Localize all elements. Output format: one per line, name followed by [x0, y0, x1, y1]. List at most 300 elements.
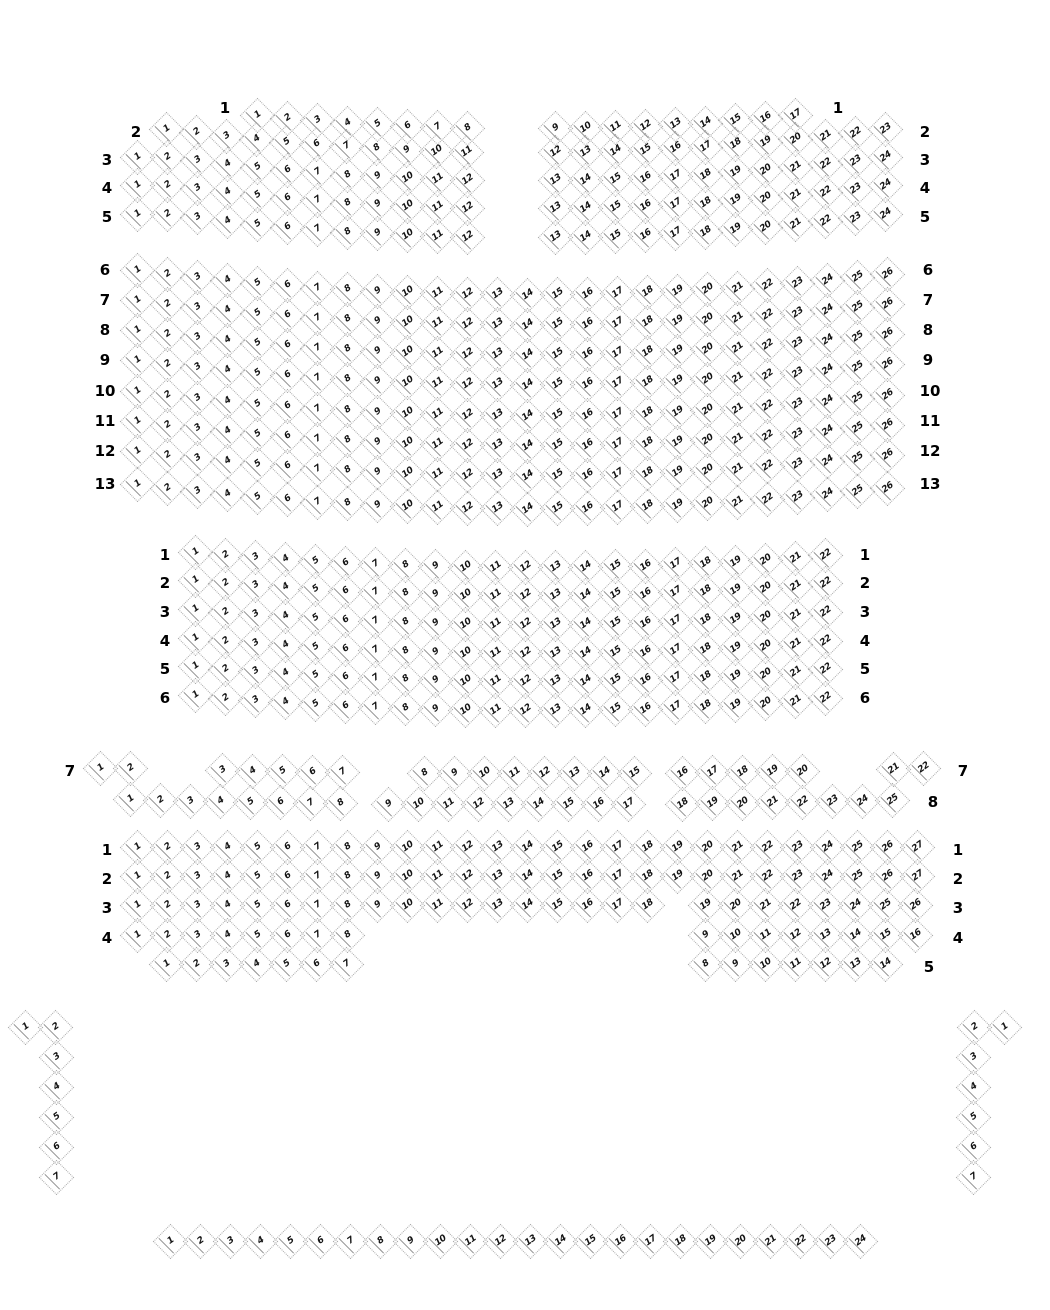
seat[interactable]: [873, 202, 898, 227]
seat[interactable]: [395, 280, 420, 305]
seat[interactable]: [215, 864, 240, 889]
seat[interactable]: [125, 348, 150, 373]
seat[interactable]: [695, 428, 720, 453]
seat[interactable]: [668, 1229, 693, 1254]
seat[interactable]: [243, 688, 268, 713]
seat[interactable]: [961, 1165, 986, 1190]
seat[interactable]: [240, 759, 265, 784]
seat[interactable]: [215, 893, 240, 918]
seat[interactable]: [545, 463, 570, 488]
seat[interactable]: [622, 761, 647, 786]
seat[interactable]: [453, 641, 478, 666]
seat[interactable]: [603, 195, 628, 220]
seat[interactable]: [723, 693, 748, 718]
seat[interactable]: [728, 1229, 753, 1254]
seat[interactable]: [873, 173, 898, 198]
seat[interactable]: [875, 413, 900, 438]
seat[interactable]: [753, 952, 778, 977]
seat[interactable]: [333, 551, 358, 576]
seat[interactable]: [178, 789, 203, 814]
seat[interactable]: [483, 612, 508, 637]
seat[interactable]: [545, 835, 570, 860]
seat[interactable]: [335, 277, 360, 302]
seat[interactable]: [275, 454, 300, 479]
seat[interactable]: [605, 835, 630, 860]
seat[interactable]: [338, 1229, 363, 1254]
seat[interactable]: [155, 864, 180, 889]
seat[interactable]: [755, 303, 780, 328]
seat[interactable]: [305, 188, 330, 213]
seat[interactable]: [725, 366, 750, 391]
seat[interactable]: [365, 192, 390, 217]
seat[interactable]: [425, 864, 450, 889]
seat[interactable]: [305, 336, 330, 361]
seat[interactable]: [305, 397, 330, 422]
seat[interactable]: [210, 758, 235, 783]
seat[interactable]: [586, 792, 611, 817]
seat[interactable]: [605, 281, 630, 306]
seat[interactable]: [575, 463, 600, 488]
seat[interactable]: [785, 422, 810, 447]
seat[interactable]: [275, 273, 300, 298]
seat[interactable]: [698, 1229, 723, 1254]
seat[interactable]: [185, 176, 210, 201]
seat[interactable]: [185, 923, 210, 948]
seat[interactable]: [455, 496, 480, 521]
seat[interactable]: [155, 202, 180, 227]
seat[interactable]: [695, 864, 720, 889]
seat[interactable]: [335, 428, 360, 453]
seat[interactable]: [335, 307, 360, 332]
seat[interactable]: [790, 790, 815, 815]
seat[interactable]: [725, 306, 750, 331]
seat[interactable]: [813, 600, 838, 625]
seat[interactable]: [183, 654, 208, 679]
seat[interactable]: [695, 458, 720, 483]
seat[interactable]: [453, 612, 478, 637]
seat[interactable]: [273, 575, 298, 600]
seat[interactable]: [665, 400, 690, 425]
seat[interactable]: [603, 139, 628, 164]
seat[interactable]: [275, 333, 300, 358]
seat[interactable]: [515, 343, 540, 368]
seat[interactable]: [783, 660, 808, 685]
seat[interactable]: [245, 923, 270, 948]
seat[interactable]: [592, 761, 617, 786]
seat[interactable]: [753, 662, 778, 687]
seat[interactable]: [635, 893, 660, 918]
seat[interactable]: [783, 574, 808, 599]
seat[interactable]: [335, 398, 360, 423]
seat[interactable]: [843, 149, 868, 174]
seat[interactable]: [783, 212, 808, 237]
seat[interactable]: [785, 392, 810, 417]
seat[interactable]: [423, 611, 448, 636]
seat[interactable]: [515, 497, 540, 522]
seat[interactable]: [783, 603, 808, 628]
seat[interactable]: [905, 864, 930, 889]
seat[interactable]: [961, 1105, 986, 1130]
seat[interactable]: [845, 265, 870, 290]
seat[interactable]: [365, 864, 390, 889]
seat[interactable]: [365, 400, 390, 425]
seat[interactable]: [245, 422, 270, 447]
seat[interactable]: [125, 258, 150, 283]
seat[interactable]: [305, 366, 330, 391]
seat[interactable]: [395, 401, 420, 426]
seat[interactable]: [880, 788, 905, 813]
seat[interactable]: [543, 583, 568, 608]
seat[interactable]: [815, 389, 840, 414]
seat[interactable]: [545, 496, 570, 521]
seat[interactable]: [425, 311, 450, 336]
seat[interactable]: [215, 268, 240, 293]
seat[interactable]: [605, 311, 630, 336]
seat[interactable]: [155, 383, 180, 408]
seat[interactable]: [513, 698, 538, 723]
seat[interactable]: [693, 893, 718, 918]
seat[interactable]: [815, 835, 840, 860]
seat[interactable]: [515, 283, 540, 308]
seat[interactable]: [425, 281, 450, 306]
seat[interactable]: [515, 464, 540, 489]
seat[interactable]: [215, 923, 240, 948]
seat[interactable]: [575, 835, 600, 860]
seat[interactable]: [843, 206, 868, 231]
seat[interactable]: [753, 576, 778, 601]
seat[interactable]: [785, 835, 810, 860]
seat[interactable]: [573, 641, 598, 666]
seat[interactable]: [215, 328, 240, 353]
seat[interactable]: [428, 1229, 453, 1254]
seat[interactable]: [155, 923, 180, 948]
seat[interactable]: [753, 215, 778, 240]
seat[interactable]: [364, 136, 389, 161]
seat[interactable]: [335, 458, 360, 483]
seat[interactable]: [273, 604, 298, 629]
seat[interactable]: [245, 392, 270, 417]
seat[interactable]: [545, 372, 570, 397]
seat[interactable]: [725, 490, 750, 515]
seat[interactable]: [755, 363, 780, 388]
seat[interactable]: [515, 893, 540, 918]
seat[interactable]: [245, 183, 270, 208]
seat[interactable]: [815, 298, 840, 323]
seat[interactable]: [693, 135, 718, 160]
seat[interactable]: [155, 413, 180, 438]
seat[interactable]: [753, 634, 778, 659]
seat[interactable]: [605, 893, 630, 918]
seat[interactable]: [363, 609, 388, 634]
seat[interactable]: [843, 177, 868, 202]
seat[interactable]: [305, 835, 330, 860]
seat[interactable]: [785, 301, 810, 326]
seat[interactable]: [455, 433, 480, 458]
seat[interactable]: [633, 138, 658, 163]
seat[interactable]: [875, 262, 900, 287]
seat[interactable]: [215, 419, 240, 444]
seat[interactable]: [275, 186, 300, 211]
seat[interactable]: [753, 158, 778, 183]
seat[interactable]: [543, 225, 568, 250]
seat[interactable]: [633, 582, 658, 607]
seat[interactable]: [695, 337, 720, 362]
seat[interactable]: [155, 476, 180, 501]
seat[interactable]: [695, 398, 720, 423]
seat[interactable]: [424, 139, 449, 164]
seat[interactable]: [755, 273, 780, 298]
seat[interactable]: [545, 864, 570, 889]
seat[interactable]: [575, 312, 600, 337]
seat[interactable]: [330, 760, 355, 785]
seat[interactable]: [813, 152, 838, 177]
seat[interactable]: [562, 761, 587, 786]
seat[interactable]: [513, 583, 538, 608]
seat[interactable]: [575, 864, 600, 889]
seat[interactable]: [155, 173, 180, 198]
seat[interactable]: [575, 433, 600, 458]
seat[interactable]: [466, 792, 491, 817]
seat[interactable]: [213, 686, 238, 711]
seat[interactable]: [875, 352, 900, 377]
seat[interactable]: [753, 605, 778, 630]
seat[interactable]: [573, 612, 598, 637]
seat[interactable]: [785, 361, 810, 386]
seat[interactable]: [875, 476, 900, 501]
seat[interactable]: [663, 695, 688, 720]
seat[interactable]: [755, 864, 780, 889]
seat[interactable]: [268, 790, 293, 815]
seat[interactable]: [665, 369, 690, 394]
seat[interactable]: [335, 191, 360, 216]
seat[interactable]: [532, 761, 557, 786]
seat[interactable]: [881, 757, 906, 782]
seat[interactable]: [335, 491, 360, 516]
seat[interactable]: [670, 792, 695, 817]
seat[interactable]: [395, 194, 420, 219]
seat[interactable]: [665, 864, 690, 889]
seat[interactable]: [155, 262, 180, 287]
seat[interactable]: [483, 698, 508, 723]
seat[interactable]: [185, 479, 210, 504]
seat[interactable]: [543, 196, 568, 221]
seat[interactable]: [303, 692, 328, 717]
seat[interactable]: [335, 893, 360, 918]
seat[interactable]: [333, 637, 358, 662]
seat[interactable]: [155, 443, 180, 468]
seat[interactable]: [755, 454, 780, 479]
seat[interactable]: [335, 163, 360, 188]
seat[interactable]: [543, 612, 568, 637]
seat[interactable]: [395, 893, 420, 918]
seat[interactable]: [700, 760, 725, 785]
seat[interactable]: [273, 690, 298, 715]
seat[interactable]: [813, 893, 838, 918]
seat[interactable]: [485, 372, 510, 397]
seat[interactable]: [305, 217, 330, 242]
seat[interactable]: [961, 1135, 986, 1160]
seat[interactable]: [848, 1229, 873, 1254]
seat[interactable]: [962, 1015, 987, 1040]
seat[interactable]: [845, 416, 870, 441]
seat[interactable]: [485, 864, 510, 889]
seat[interactable]: [305, 306, 330, 331]
seat[interactable]: [335, 923, 360, 948]
seat[interactable]: [245, 331, 270, 356]
seat[interactable]: [633, 697, 658, 722]
seat[interactable]: [425, 224, 450, 249]
seat[interactable]: [305, 923, 330, 948]
seat[interactable]: [635, 431, 660, 456]
seat[interactable]: [118, 756, 143, 781]
seat[interactable]: [43, 1015, 68, 1040]
seat[interactable]: [875, 322, 900, 347]
seat[interactable]: [395, 370, 420, 395]
seat[interactable]: [573, 140, 598, 165]
seat[interactable]: [304, 952, 329, 977]
seat[interactable]: [665, 339, 690, 364]
seat[interactable]: [305, 864, 330, 889]
seat[interactable]: [730, 760, 755, 785]
seat[interactable]: [335, 835, 360, 860]
seat[interactable]: [723, 664, 748, 689]
seat[interactable]: [333, 608, 358, 633]
seat[interactable]: [273, 661, 298, 686]
seat[interactable]: [753, 691, 778, 716]
seat[interactable]: [485, 835, 510, 860]
seat[interactable]: [605, 402, 630, 427]
seat[interactable]: [412, 761, 437, 786]
seat[interactable]: [335, 864, 360, 889]
seat[interactable]: [513, 612, 538, 637]
seat[interactable]: [183, 683, 208, 708]
seat[interactable]: [245, 361, 270, 386]
seat[interactable]: [395, 223, 420, 248]
seat[interactable]: [578, 1229, 603, 1254]
seat[interactable]: [725, 397, 750, 422]
seat[interactable]: [526, 792, 551, 817]
seat[interactable]: [695, 307, 720, 332]
seat[interactable]: [515, 864, 540, 889]
seat[interactable]: [725, 276, 750, 301]
seat[interactable]: [125, 472, 150, 497]
seat[interactable]: [573, 669, 598, 694]
seat[interactable]: [425, 371, 450, 396]
seat[interactable]: [820, 789, 845, 814]
seat[interactable]: [635, 370, 660, 395]
seat[interactable]: [303, 606, 328, 631]
seat[interactable]: [483, 583, 508, 608]
seat[interactable]: [245, 485, 270, 510]
seat[interactable]: [275, 893, 300, 918]
seat[interactable]: [472, 761, 497, 786]
seat[interactable]: [376, 792, 401, 817]
seat[interactable]: [905, 835, 930, 860]
seat[interactable]: [693, 608, 718, 633]
seat[interactable]: [148, 788, 173, 813]
seat[interactable]: [725, 427, 750, 452]
seat[interactable]: [603, 167, 628, 192]
seat[interactable]: [695, 277, 720, 302]
seat[interactable]: [44, 1105, 69, 1130]
seat[interactable]: [485, 403, 510, 428]
seat[interactable]: [693, 665, 718, 690]
seat[interactable]: [843, 952, 868, 977]
seat[interactable]: [783, 632, 808, 657]
seat[interactable]: [903, 923, 928, 948]
seat[interactable]: [755, 835, 780, 860]
seat[interactable]: [245, 864, 270, 889]
seat[interactable]: [518, 1229, 543, 1254]
seat[interactable]: [275, 835, 300, 860]
seat[interactable]: [245, 835, 270, 860]
seat[interactable]: [633, 640, 658, 665]
seat[interactable]: [843, 923, 868, 948]
seat[interactable]: [605, 341, 630, 366]
seat[interactable]: [154, 952, 179, 977]
seat[interactable]: [335, 367, 360, 392]
seat[interactable]: [845, 446, 870, 471]
seat[interactable]: [305, 427, 330, 452]
seat[interactable]: [873, 145, 898, 170]
seat[interactable]: [425, 835, 450, 860]
seat[interactable]: [755, 394, 780, 419]
seat[interactable]: [395, 166, 420, 191]
seat[interactable]: [125, 409, 150, 434]
seat[interactable]: [815, 449, 840, 474]
seat[interactable]: [125, 318, 150, 343]
seat[interactable]: [545, 312, 570, 337]
seat[interactable]: [616, 792, 641, 817]
seat[interactable]: [875, 383, 900, 408]
seat[interactable]: [455, 342, 480, 367]
seat[interactable]: [275, 215, 300, 240]
seat[interactable]: [365, 493, 390, 518]
seat[interactable]: [275, 303, 300, 328]
seat[interactable]: [13, 1015, 38, 1040]
seat[interactable]: [875, 835, 900, 860]
seat[interactable]: [961, 1045, 986, 1070]
seat[interactable]: [515, 313, 540, 338]
seat[interactable]: [573, 168, 598, 193]
seat[interactable]: [455, 835, 480, 860]
seat[interactable]: [753, 548, 778, 573]
seat[interactable]: [393, 696, 418, 721]
seat[interactable]: [815, 864, 840, 889]
seat[interactable]: [845, 479, 870, 504]
seat[interactable]: [723, 217, 748, 242]
seat[interactable]: [44, 1045, 69, 1070]
seat[interactable]: [214, 952, 239, 977]
seat[interactable]: [393, 667, 418, 692]
seat[interactable]: [248, 1229, 273, 1254]
seat[interactable]: [425, 341, 450, 366]
seat[interactable]: [44, 1075, 69, 1100]
seat[interactable]: [275, 923, 300, 948]
seat[interactable]: [695, 835, 720, 860]
seat[interactable]: [638, 1229, 663, 1254]
seat[interactable]: [513, 669, 538, 694]
seat[interactable]: [303, 577, 328, 602]
seat[interactable]: [665, 460, 690, 485]
seat[interactable]: [573, 698, 598, 723]
seat[interactable]: [455, 864, 480, 889]
seat[interactable]: [725, 336, 750, 361]
seat[interactable]: [275, 158, 300, 183]
seat[interactable]: [813, 952, 838, 977]
seat[interactable]: [605, 462, 630, 487]
seat[interactable]: [185, 446, 210, 471]
